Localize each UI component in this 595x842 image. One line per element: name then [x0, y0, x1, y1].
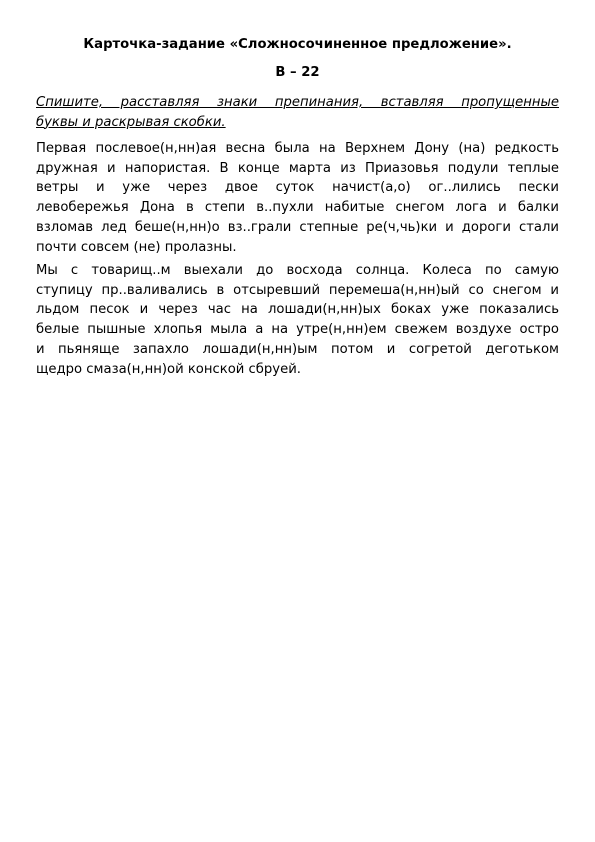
paragraph-line: левобережья Дона в степи в..пухли набитые снегом лога и балки	[36, 200, 559, 216]
task-line: буквы и раскрывая скобки.	[36, 114, 226, 130]
paragraph-line: Первая послевое(н,нн)ая весна была на Верхнем Дону (на) редкость	[36, 141, 559, 156]
document-title: Карточка-задание «Сложносочиненное предложение».	[83, 37, 512, 52]
text-paragraph-2	[36, 261, 559, 379]
paragraph-line: ветры и уже через двое суток начист(а,о) ог..лились пески	[36, 180, 559, 196]
task-line: Спишите, расставляя знаки препинания, вставляя пропущенные	[36, 95, 559, 110]
paragraph-line: почти совсем (не) пролазны.	[36, 239, 237, 255]
paragraph-line: ступицу пр..валивались в отсыревший перемеша(н,нн)ый со снегом и	[36, 282, 559, 298]
task-instruction	[36, 93, 559, 132]
variant-label: В – 22	[275, 65, 320, 80]
paragraph-line: дружная и напористая. В конце марта из Приазовья подули теплые	[36, 160, 559, 176]
text-paragraph-1	[36, 139, 559, 257]
paragraph-line: белые пышные хлопья мыла а на утре(н,нн)ем свежем воздухе остро	[36, 322, 559, 338]
paragraph-line: и пьяняще запахло лошади(н,нн)ым потом и согретой деготьком	[36, 341, 559, 357]
paragraph-line: льдом песок и через час на лошади(н,нн)ых боках уже показались	[36, 302, 559, 318]
paragraph-line: Мы с товарищ..м выехали до восхода солнца. Колеса по самую	[36, 263, 559, 278]
paragraph-line: щедро смаза(н,нн)ой конской сбруей.	[36, 361, 301, 377]
paragraph-line: взломав лед беше(н,нн)о вз..грали степные ре(ч,чь)ки и дороги стали	[36, 219, 559, 235]
